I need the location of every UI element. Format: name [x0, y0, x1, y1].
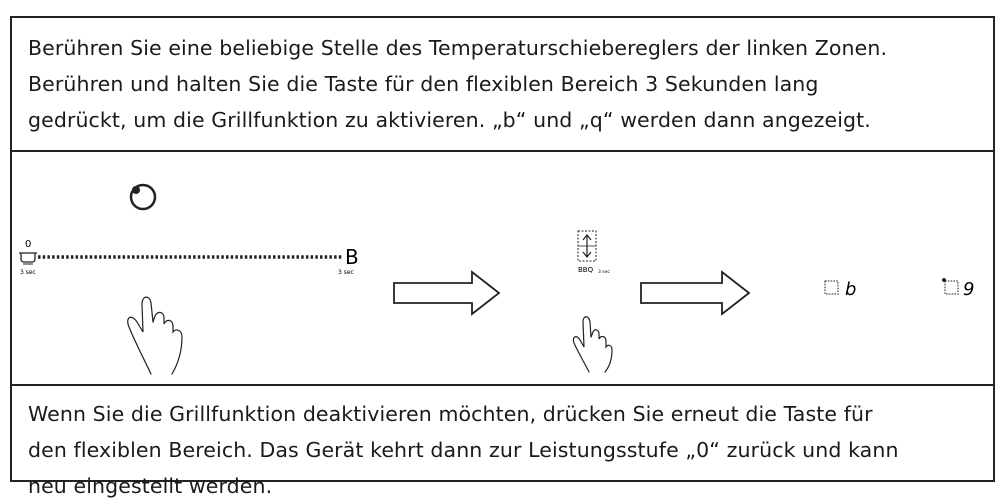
zone-indicator: [825, 281, 838, 294]
display-value-b: b: [845, 279, 857, 300]
display-value-q: 9: [963, 279, 975, 300]
bbq-label: BBQ: [578, 266, 594, 274]
pot-icon: [19, 253, 37, 264]
zone-indicator: [945, 281, 958, 294]
step2-line: Wenn Sie die Grillfunktion deaktivieren möchten, drücken Sie erneut die Taste für: [28, 402, 873, 426]
display-b: [825, 279, 856, 300]
step1-line: gedrückt, um die Grillfunktion zu aktivieren. „b“ und „q“ werden dann angezeigt.: [28, 108, 871, 132]
slider-right-sub: 3 sec: [338, 269, 354, 276]
step1-line: Berühren und halten Sie die Taste für den flexiblen Bereich 3 Sekunden lang: [28, 72, 819, 96]
hand-touch-icon: [128, 297, 182, 374]
slider-max-label: B: [345, 245, 359, 269]
step2-text: [28, 396, 979, 504]
bbq-sub: 3 sec: [598, 270, 610, 275]
instruction-table: [10, 16, 995, 498]
hand-touch-icon: [573, 317, 612, 372]
activation-diagram: [12, 152, 993, 384]
temperature-slider: [19, 239, 359, 276]
step2-line: neu eingestellt werden.: [28, 474, 273, 498]
step1-line: Berühren Sie eine beliebige Stelle des Temperaturschiebereglers der linken Zonen.: [28, 36, 888, 60]
step2-line: den flexiblen Bereich. Das Gerät kehrt dann zur Leistungsstufe „0“ zurück und kann: [28, 438, 899, 462]
diagram-row: [12, 152, 993, 386]
step1-text: [28, 30, 979, 138]
arrow-right-icon: [394, 272, 499, 314]
slider-left-sub: 3 sec: [20, 269, 36, 276]
arrow-right-icon: [641, 272, 749, 314]
step2-row: [12, 386, 993, 498]
step1-row: [12, 18, 993, 152]
power-ring-icon: [131, 185, 155, 209]
display-q: [942, 278, 974, 300]
flex-zone-icon: [578, 231, 596, 261]
slider-min-label: 0: [25, 239, 32, 250]
